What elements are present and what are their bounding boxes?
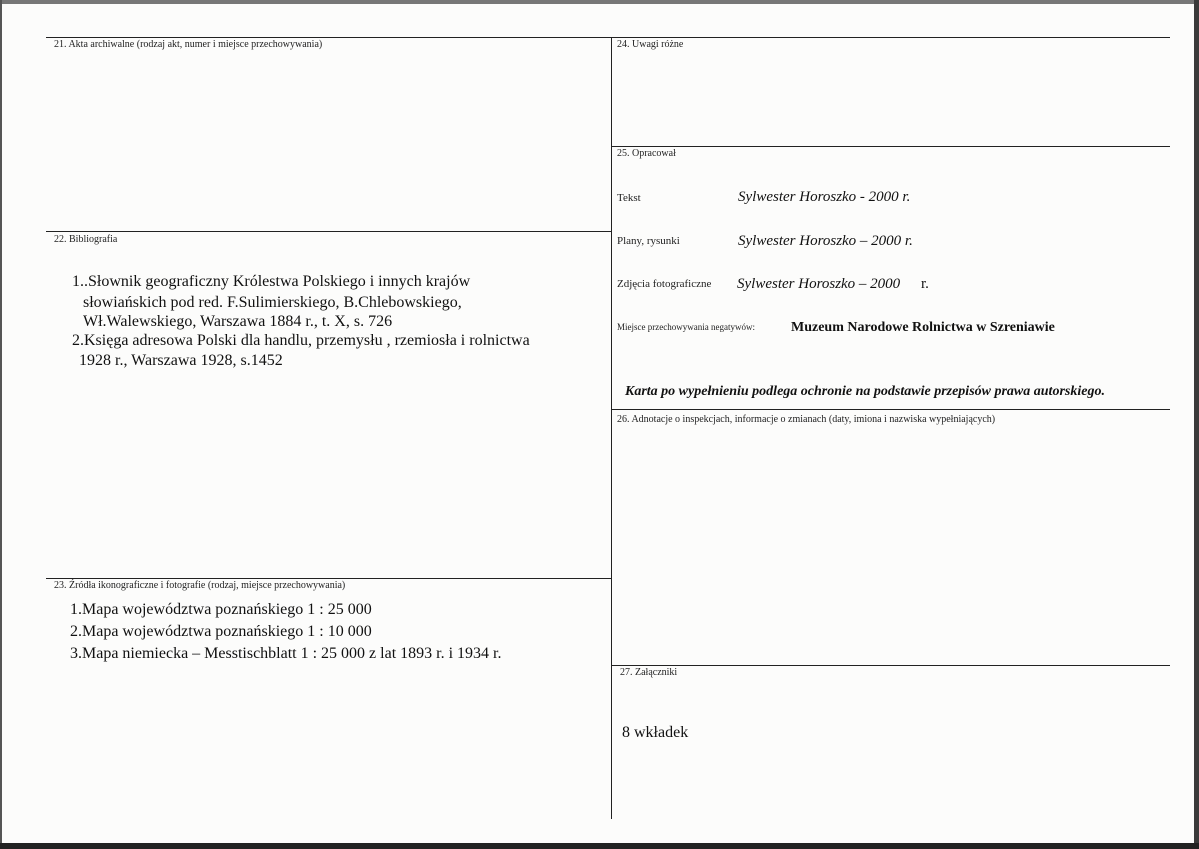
- rule-field23: [46, 578, 612, 579]
- bibliography-line-3: Wł.Walewskiego, Warszawa 1884 r., t. X, s. 726: [83, 313, 393, 330]
- copyright-notice: Karta po wypełnieniu podlega ochronie na podstawie przepisów prawa autorskiego.: [625, 384, 1105, 399]
- negatives-location-value: Muzeum Narodowe Rolnictwa w Szreniawie: [791, 320, 1055, 335]
- column-divider: [611, 37, 612, 819]
- photos-author-label: Zdjęcia fotograficzne: [617, 278, 712, 290]
- scan-edge-left: [0, 0, 2, 849]
- drawings-author-value: Sylwester Horoszko – 2000 r.: [738, 233, 913, 249]
- attachments-value: 8 wkładek: [622, 724, 689, 741]
- field23-label: 23. Źródła ikonograficzne i fotografie (rodzaj, miejsce przechowywania): [54, 580, 346, 591]
- photos-author-suffix: r.: [921, 276, 929, 292]
- bibliography-line-5: 1928 r., Warszawa 1928, s.1452: [79, 352, 283, 369]
- scan-edge-bottom: [0, 843, 1199, 849]
- bibliography-line-2: słowiańskich pod red. F.Sulimierskiego, B.Chlebowskiego,: [83, 294, 462, 311]
- bibliography-line-4: 2.Księga adresowa Polski dla handlu, przemysłu , rzemiosła i rolnictwa: [72, 332, 530, 349]
- rule-field25: [611, 146, 1170, 147]
- rule-field26: [611, 409, 1170, 410]
- field27-label: 27. Załączniki: [620, 667, 678, 678]
- scan-edge-right: [1194, 0, 1199, 849]
- iconography-line-2: 2.Mapa województwa poznańskiego 1 : 10 000: [70, 623, 372, 640]
- iconography-line-1: 1.Mapa województwa poznańskiego 1 : 25 000: [70, 601, 372, 618]
- field22-label: 22. Bibliografia: [54, 234, 118, 245]
- text-author-label: Tekst: [617, 192, 641, 204]
- scan-edge-top: [0, 0, 1199, 4]
- photos-author-value: Sylwester Horoszko – 2000: [737, 276, 901, 292]
- field26-label: 26. Adnotacje o inspekcjach, informacje o zmianach (daty, imiona i nazwiska wypełniających): [617, 414, 996, 425]
- text-author-value: Sylwester Horoszko - 2000 r.: [738, 189, 911, 205]
- field24-label: 24. Uwagi różne: [617, 39, 684, 50]
- bibliography-line-1: 1..Słownik geograficzny Królestwa Polskiego i innych krajów: [72, 273, 471, 290]
- top-rule: [46, 37, 1170, 38]
- negatives-location-label: Miejsce przechowywania negatywów:: [617, 322, 755, 332]
- field21-label: 21. Akta archiwalne (rodzaj akt, numer i miejsce przechowywania): [54, 39, 323, 50]
- drawings-author-label: Plany, rysunki: [617, 235, 680, 247]
- field25-label: 25. Opracował: [617, 148, 676, 159]
- iconography-line-3: 3.Mapa niemiecka – Messtischblatt 1 : 25 000 z lat 1893 r. i 1934 r.: [70, 645, 502, 662]
- rule-field22: [46, 231, 612, 232]
- rule-field27: [611, 665, 1170, 666]
